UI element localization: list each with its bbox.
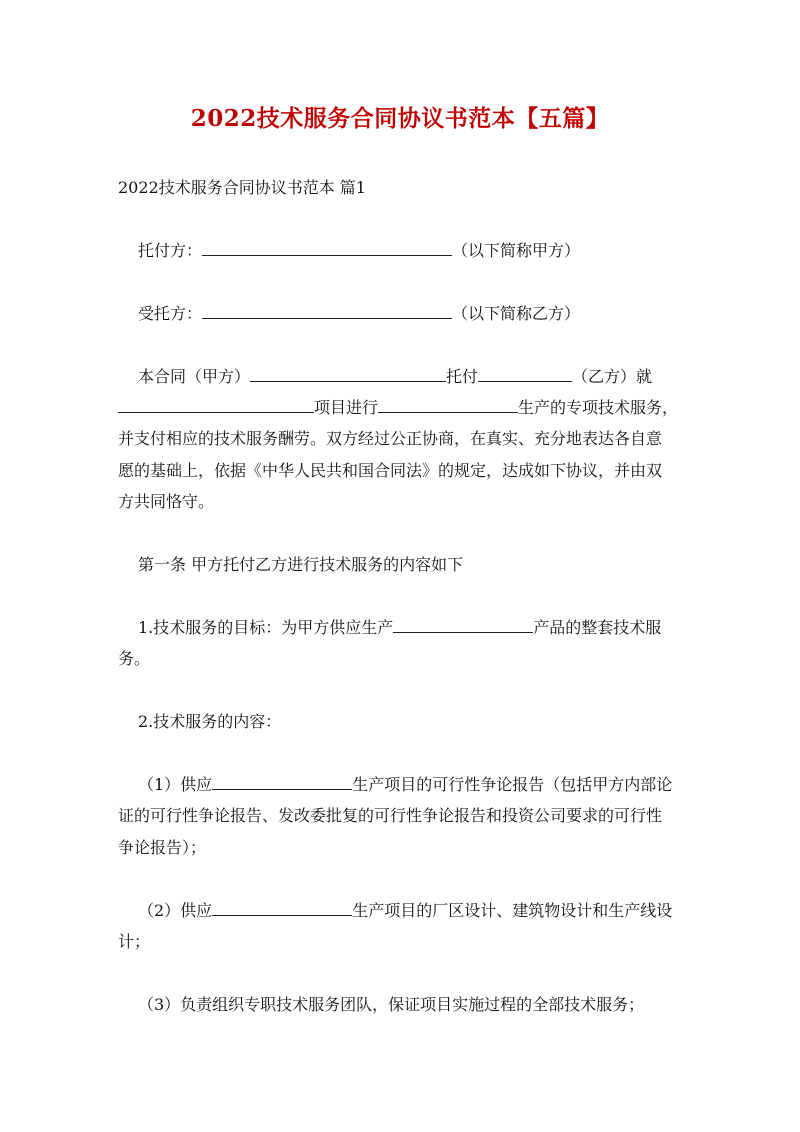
- article-1-heading: 第一条 甲方托付乙方进行技术服务的内容如下: [138, 555, 464, 574]
- party-a-line: [138, 241, 718, 261]
- sub-1-line-2: 证的可行性争论报告、发改委批复的可行性争论报告和投资公司要求的可行性: [118, 806, 663, 825]
- party-b-label: 受托方：: [138, 304, 203, 323]
- sub-text: 生产项目的厂区设计、建筑物设计和生产线设: [352, 901, 673, 920]
- intro-text: 项目进行: [314, 398, 379, 417]
- item-2-heading: 2.技术服务的内容：: [138, 712, 282, 731]
- intro-line-1: [138, 367, 718, 387]
- intro-text: 托付: [446, 367, 479, 386]
- intro-line-5: 方共同恪守。: [118, 492, 215, 511]
- sub-1-line-1: [138, 775, 718, 795]
- party-b-blank[interactable]: [202, 304, 452, 319]
- sub-2-blank[interactable]: [212, 901, 352, 916]
- sub-3-line-1: （3）负责组织专职技术服务团队，保证项目实施过程的全部技术服务；: [138, 995, 645, 1014]
- intro-text: 本合同（甲方）: [138, 367, 251, 386]
- sub-text: （1）供应: [138, 775, 213, 794]
- party-b-line: [138, 304, 718, 324]
- section-heading: [118, 178, 698, 198]
- party-b-name-blank[interactable]: [478, 367, 572, 382]
- sub-2-line-2: 计；: [118, 932, 151, 951]
- item-text: 产品的整套技术服: [533, 618, 662, 637]
- item-1-product-blank[interactable]: [393, 618, 533, 633]
- document-title: 2022技术服务合同协议书范本【五篇】: [190, 105, 610, 132]
- intro-line-3: 并支付相应的技术服务酬劳。双方经过公正协商，在真实、充分地表达各自意: [118, 429, 663, 448]
- product-blank[interactable]: [378, 398, 518, 413]
- item-1-line-2: 务。: [118, 649, 151, 668]
- sub-text: 生产项目的可行性争论报告（包括甲方内部论: [352, 775, 673, 794]
- intro-text: 生产的专项技术服务，: [518, 398, 679, 417]
- section-heading-text: 2022技术服务合同协议书范本 篇1: [118, 178, 366, 197]
- party-a-name-blank[interactable]: [250, 367, 446, 382]
- sub-text: （2）供应: [138, 901, 213, 920]
- item-1-line-1: [138, 618, 718, 638]
- sub-1-line-3: 争论报告）；: [118, 838, 207, 857]
- party-a-label: 托付方：: [138, 241, 203, 260]
- party-a-blank[interactable]: [202, 241, 452, 256]
- party-a-suffix: （以下简称甲方）: [452, 241, 581, 260]
- party-b-suffix: （以下简称乙方）: [452, 304, 581, 323]
- project-name-blank[interactable]: [118, 398, 314, 413]
- intro-line-4: 愿的基础上，依据《中华人民共和国合同法》的规定，达成如下协议，并由双: [118, 461, 663, 480]
- sub-1-blank[interactable]: [212, 775, 352, 790]
- intro-text: （乙方）就: [572, 367, 653, 386]
- item-text: 1.技术服务的目标：为甲方供应生产: [138, 618, 394, 637]
- intro-line-2: [118, 398, 698, 418]
- sub-2-line-1: [138, 901, 718, 921]
